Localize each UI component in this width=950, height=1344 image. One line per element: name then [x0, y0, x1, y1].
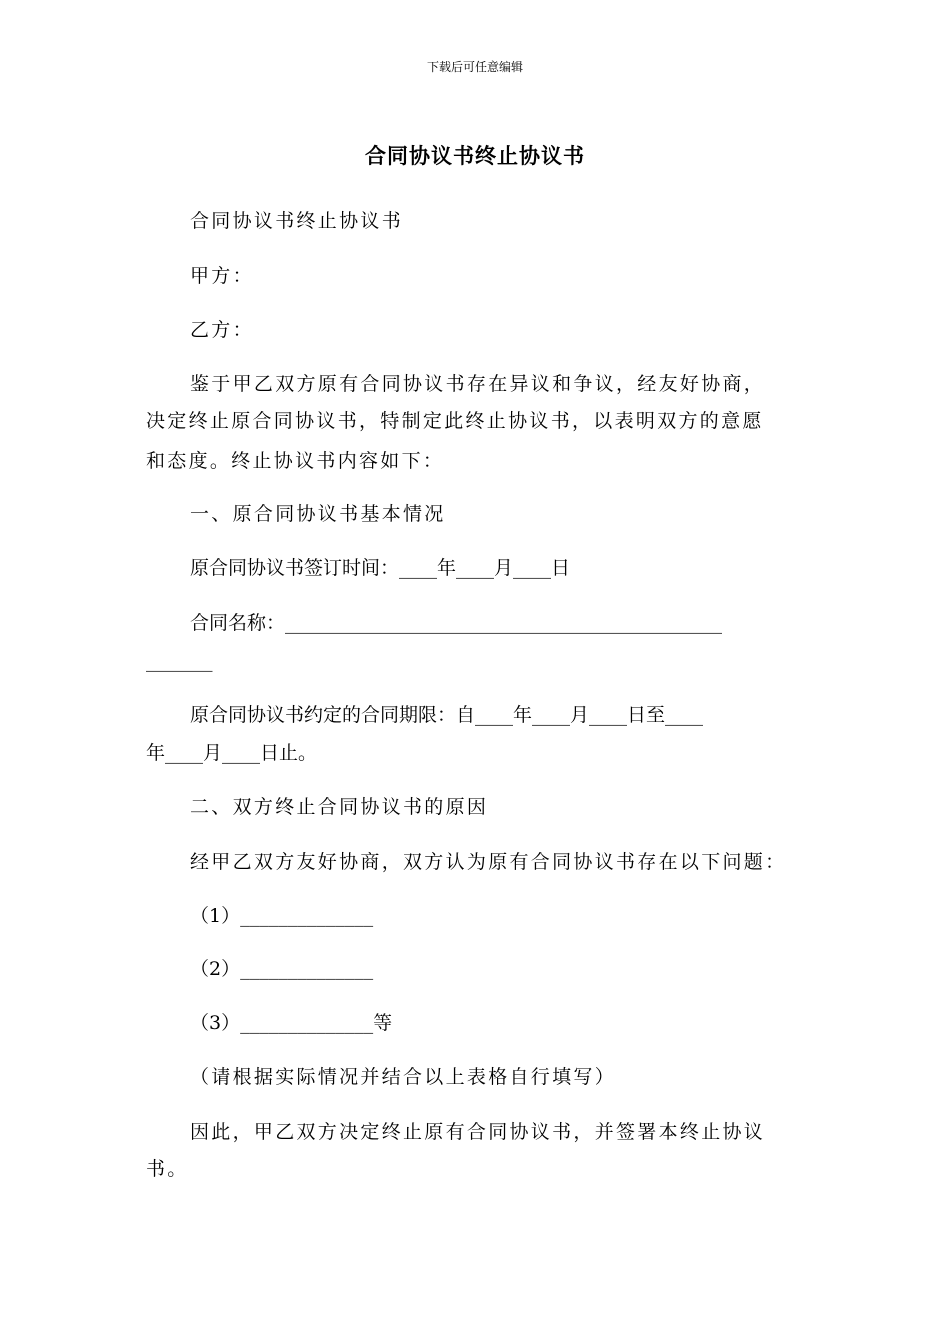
document-title: 合同协议书终止协议书 — [365, 144, 585, 168]
problems-intro-line: 经甲乙双方友好协商，双方认为原有合同协议书存在以下问题： — [190, 851, 787, 873]
party-a-line: 甲方： — [190, 265, 254, 287]
contract-name-line: 合同名称：______________________________________________ — [190, 612, 723, 634]
party-b-line: 乙方： — [190, 319, 254, 341]
body-subtitle: 合同协议书终止协议书 — [190, 210, 404, 232]
contract-period-line-2: 年____月____日止。 — [146, 742, 318, 764]
intro-paragraph-line-3: 和态度。终止协议书内容如下： — [146, 450, 445, 472]
conclusion-line-1: 因此，甲乙双方决定终止原有合同协议书，并签署本终止协议 — [190, 1121, 766, 1143]
section-two-heading: 二、双方终止合同协议书的原因 — [190, 796, 489, 818]
problem-item-1: （1）______________ — [190, 905, 374, 927]
contract-period-line-1: 原合同协议书约定的合同期限：自____年____月____日至____ — [190, 704, 704, 726]
problem-item-2: （2）______________ — [190, 958, 374, 980]
contract-name-line-cont: _______ — [146, 650, 213, 672]
problem-item-3: （3）______________等 — [190, 1012, 393, 1034]
page-header: 下载后可任意编辑 — [426, 60, 523, 74]
signing-date-line: 原合同协议书签订时间：____年____月____日 — [190, 557, 571, 579]
conclusion-line-2: 书。 — [146, 1158, 189, 1180]
fill-instruction-note: （请根据实际情况并结合以上表格自行填写） — [190, 1066, 617, 1088]
intro-paragraph-line-1: 鉴于甲乙双方原有合同协议书存在异议和争议，经友好协商， — [190, 373, 766, 395]
intro-paragraph-line-2: 决定终止原合同协议书，特制定此终止协议书，以表明双方的意愿 — [146, 410, 764, 432]
section-one-heading: 一、原合同协议书基本情况 — [190, 503, 446, 525]
